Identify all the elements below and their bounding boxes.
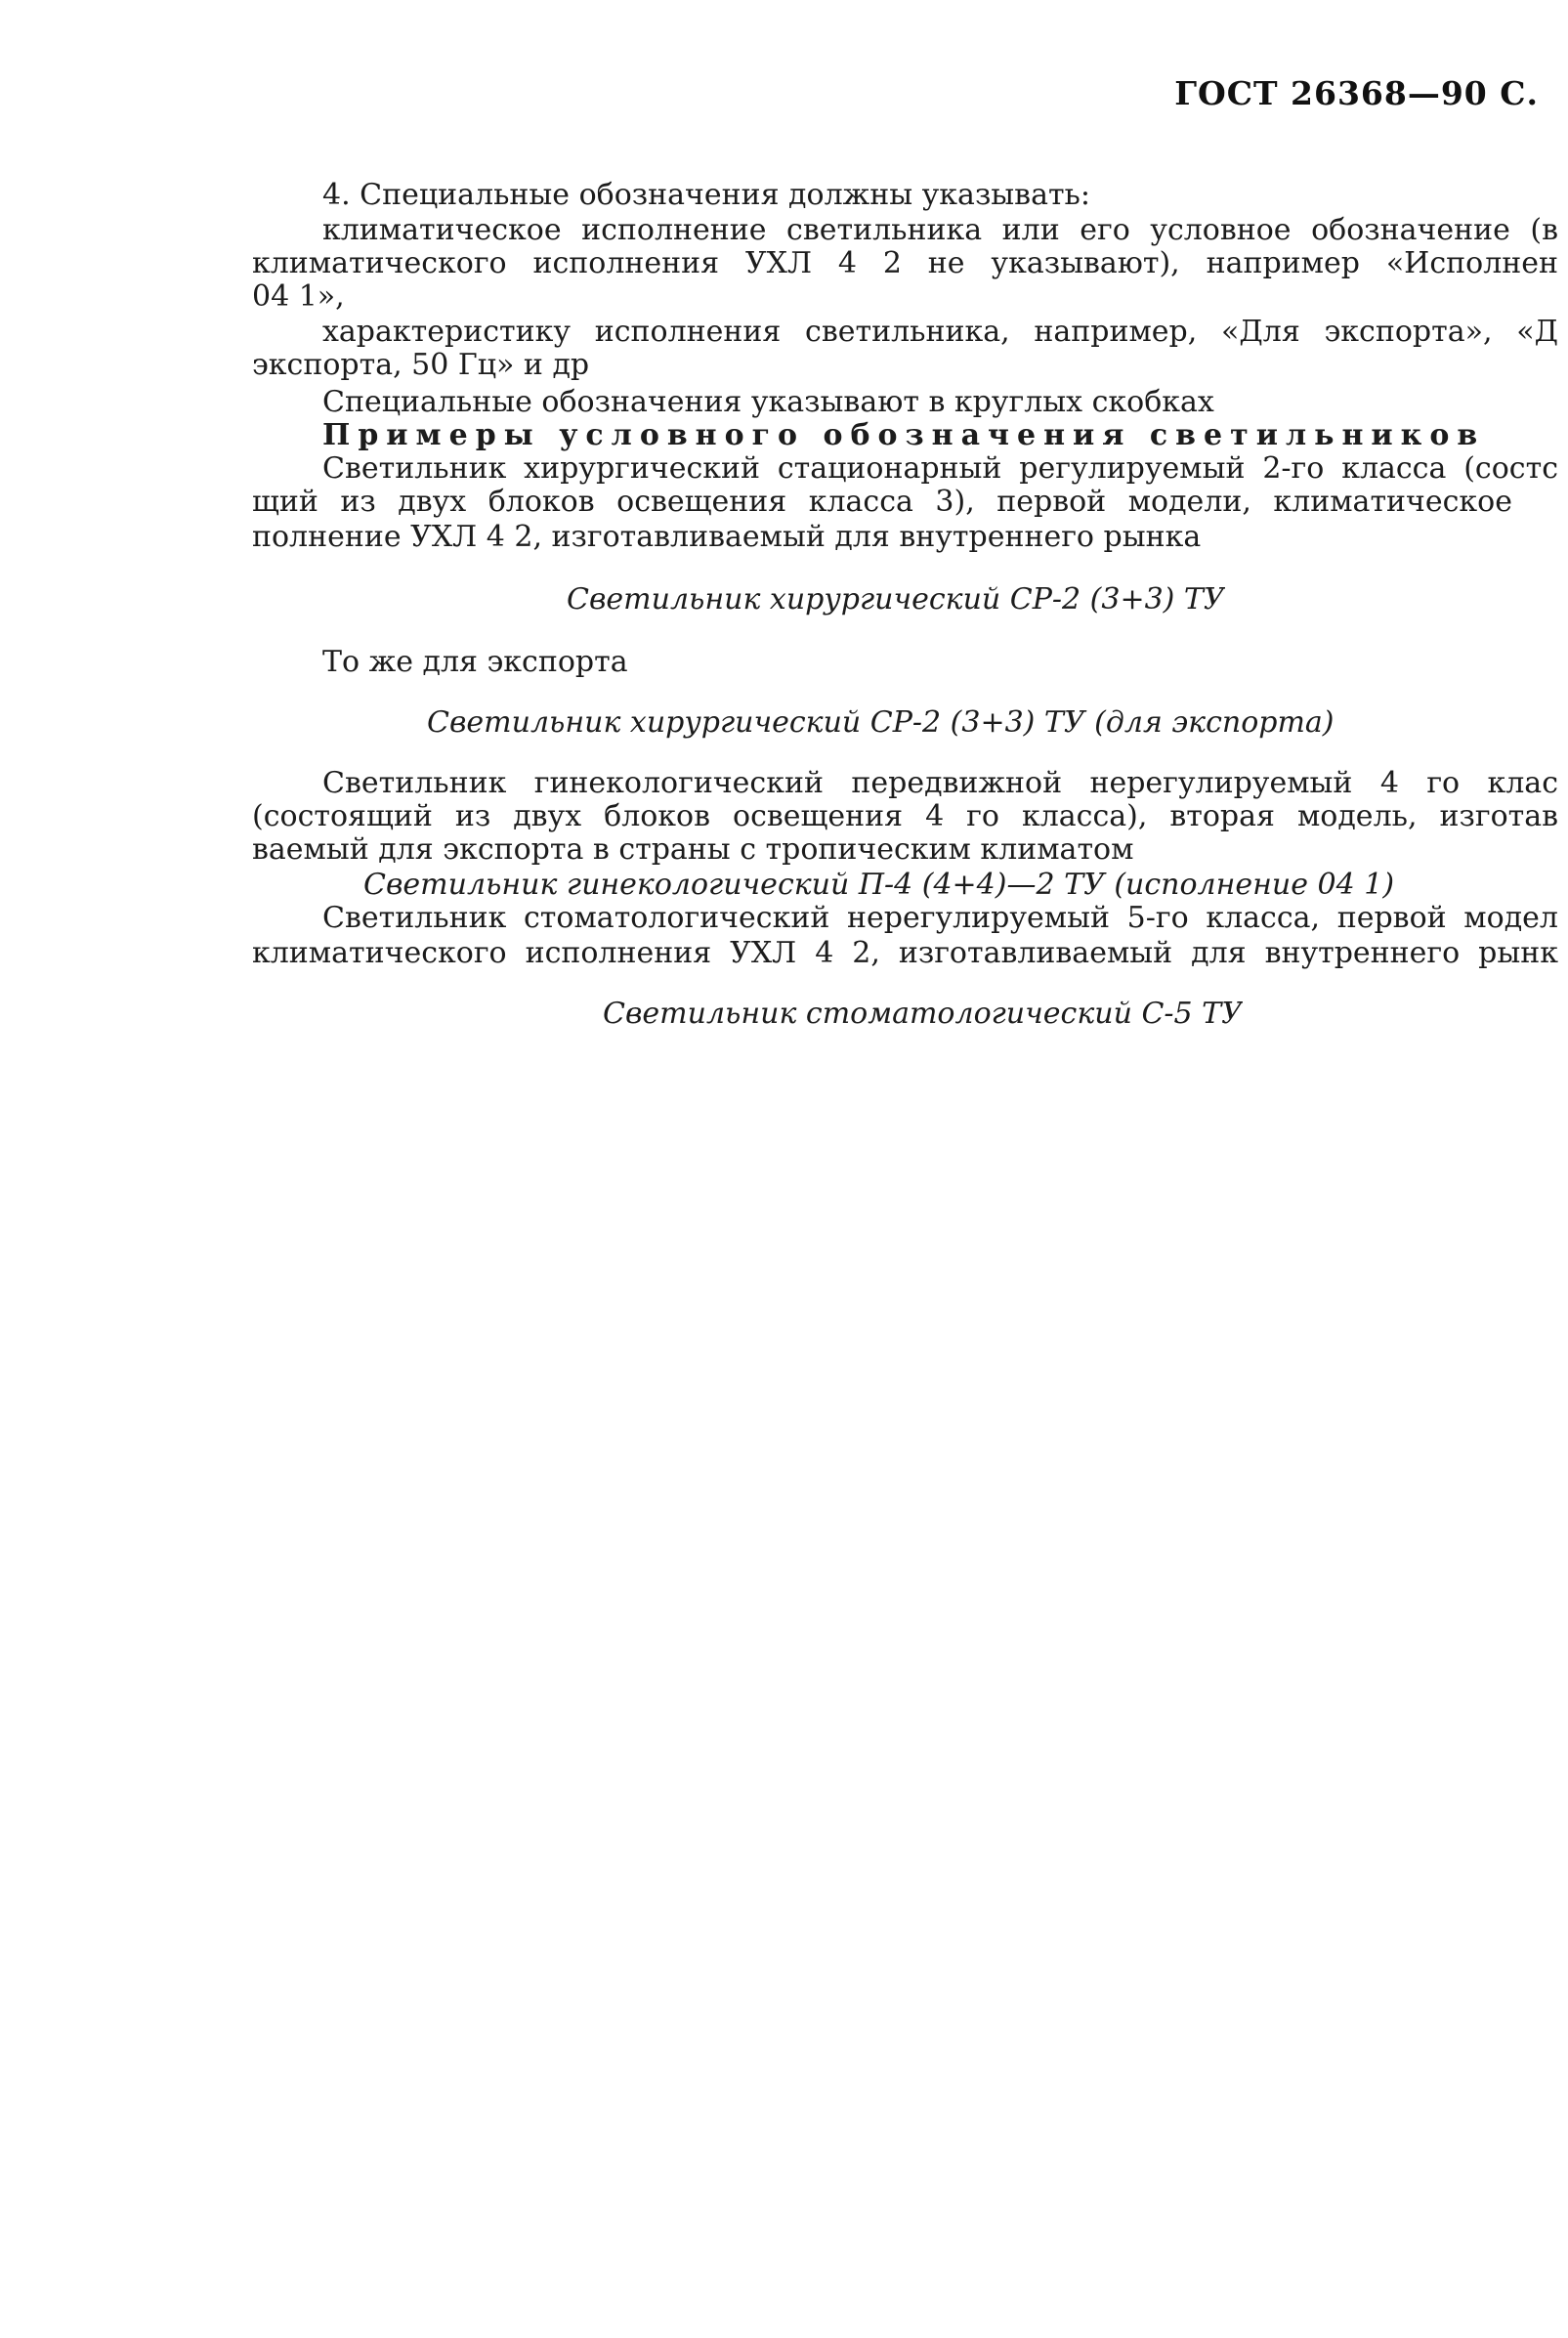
page-header: ГОСТ 26368—90 С. <box>1174 74 1539 112</box>
text-line: Светильник гинекологический передвижной нерегулируемый 4 го клас <box>322 766 1558 800</box>
designation-example: Светильник гинекологический П-4 (4+4)—2 ТУ (исполнение 04 1) <box>363 868 1395 902</box>
text-line: Светильник хирургический стационарный регулируемый 2-го класса (состс <box>322 451 1558 486</box>
examples-heading: Примеры условного обозначения светильников <box>322 418 1486 452</box>
text-line: щий из двух блоков освещения класса 3), первой модели, климатическое <box>252 485 1512 519</box>
text-line: характеристику исполнения светильника, например, «Для экспорта», «Д <box>322 315 1558 349</box>
text-line: Специальные обозначения указывают в круглых скобках <box>322 385 1214 419</box>
designation-example: Светильник хирургический СР-2 (3+3) ТУ <box>567 582 1225 616</box>
section-4-heading: 4. Специальные обозначения должны указывать: <box>322 178 1090 212</box>
designation-example: Светильник стоматологический С-5 ТУ <box>603 997 1243 1031</box>
text-line: климатическое исполнение светильника или его условное обозначение (в <box>322 213 1558 247</box>
text-line: полнение УХЛ 4 2, изготавливаемый для внутреннего рынка <box>252 520 1202 554</box>
text-line: 04 1», <box>252 279 345 314</box>
text-line: ваемый для экспорта в страны с тропическим климатом <box>252 832 1134 867</box>
text-line: Светильник стоматологический нерегулируемый 5-го класса, первой модел <box>322 901 1558 935</box>
text-line: (состоящий из двух блоков освещения 4 го класса), вторая модель, изготав <box>252 799 1558 833</box>
text-line: климатического исполнения УХЛ 4 2, изготавливаемый для внутреннего рынк <box>252 936 1558 970</box>
designation-example: Светильник хирургический СР-2 (3+3) ТУ (для экспорта) <box>427 705 1335 740</box>
text-line: экспорта, 50 Гц» и др <box>252 348 590 382</box>
text-line: климатического исполнения УХЛ 4 2 не указывают), например «Исполнен <box>252 246 1558 280</box>
text-line: То же для экспорта <box>322 645 628 679</box>
